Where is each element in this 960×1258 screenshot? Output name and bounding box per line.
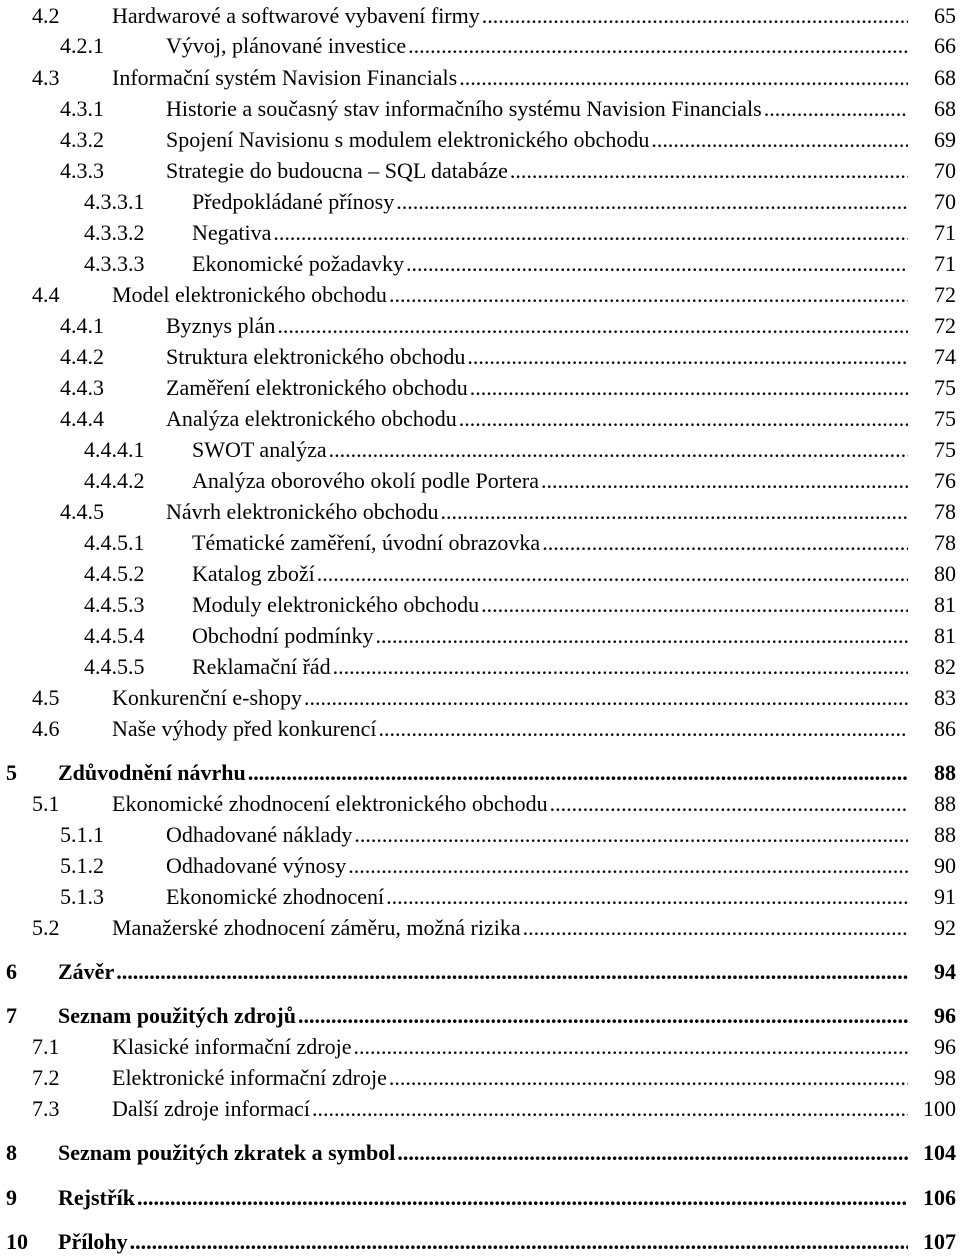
toc-entry[interactable] xyxy=(0,527,960,558)
dot-leader xyxy=(481,589,908,620)
toc-entry-title-with-leader xyxy=(166,403,908,434)
toc-entry-page-number: 90 xyxy=(934,853,956,878)
toc-entry-number: 4.4.5.4 xyxy=(84,623,145,648)
toc-entry-number: 5.1.1 xyxy=(60,822,104,847)
toc-entry[interactable] xyxy=(0,558,960,589)
toc-entry-title: Ekonomické požadavky xyxy=(192,251,404,276)
toc-entry-number: 7.2 xyxy=(32,1065,60,1090)
toc-entry-title-with-leader xyxy=(192,248,908,279)
dot-leader xyxy=(277,310,908,341)
toc-entry-page-number: 71 xyxy=(934,220,956,245)
toc-entry-title: Analýza elektronického obchodu xyxy=(166,406,457,431)
dot-leader xyxy=(470,372,908,403)
toc-entry[interactable] xyxy=(0,124,960,155)
dot-leader xyxy=(764,93,908,124)
toc-entry-number: 10 xyxy=(6,1229,28,1254)
toc-entry-title-with-leader xyxy=(166,124,908,155)
dot-leader xyxy=(459,62,908,93)
toc-entry-title: Hardwarové a softwarové vybavení firmy xyxy=(112,3,480,28)
toc-entry-title: Naše výhody před konkurencí xyxy=(112,716,377,741)
toc-entry-title-with-leader xyxy=(192,651,908,682)
toc-entry-page-number: 88 xyxy=(934,822,956,847)
toc-entry-title-with-leader xyxy=(166,372,908,403)
toc-entry-page-number: 86 xyxy=(934,716,956,741)
toc-entry-title-with-leader xyxy=(192,620,908,651)
toc-entry[interactable] xyxy=(0,912,960,943)
toc-entry[interactable] xyxy=(0,155,960,186)
toc-entry-page-number: 80 xyxy=(934,561,956,586)
toc-entry-title: Negativa xyxy=(192,220,272,245)
dot-leader xyxy=(482,0,908,31)
toc-entry-title-with-leader xyxy=(112,713,908,744)
dot-leader xyxy=(353,1031,908,1062)
dot-leader xyxy=(396,186,908,217)
toc-entry-title: Spojení Navisionu s modulem elektronického obchodu xyxy=(166,127,650,152)
toc-entry-number: 4.3.3.3 xyxy=(84,251,145,276)
toc-entry[interactable] xyxy=(0,217,960,248)
toc-entry[interactable] xyxy=(0,682,960,713)
toc-entry-title: SWOT analýza xyxy=(192,437,327,462)
toc-entry-title-with-leader xyxy=(192,527,908,558)
toc-entry-page-number: 72 xyxy=(934,313,956,338)
toc-entry[interactable] xyxy=(0,93,960,124)
dot-leader xyxy=(312,1093,908,1124)
toc-entry[interactable] xyxy=(0,1137,960,1168)
toc-entry-number: 9 xyxy=(6,1185,17,1210)
toc-entry-title-with-leader xyxy=(192,434,908,465)
toc-entry-page-number: 72 xyxy=(934,282,956,307)
dot-leader xyxy=(273,217,908,248)
toc-entry-title: Ekonomické zhodnocení xyxy=(166,884,385,909)
toc-entry-title: Seznam použitých zkratek a symbol xyxy=(58,1140,396,1165)
dot-leader xyxy=(542,527,908,558)
toc-entry-number: 8 xyxy=(6,1140,17,1165)
toc-entry-title-with-leader xyxy=(58,1226,908,1257)
toc-entry-title-with-leader xyxy=(112,788,908,819)
toc-entry-title-with-leader xyxy=(166,881,908,912)
toc-entry[interactable] xyxy=(0,341,960,372)
toc-entry-title: Další zdroje informací xyxy=(112,1096,310,1121)
toc-entry-page-number: 70 xyxy=(934,189,956,214)
toc-entry[interactable] xyxy=(0,1062,960,1093)
toc-entry-title: Odhadované výnosy xyxy=(166,853,347,878)
toc-entry-number: 5.1.2 xyxy=(60,853,104,878)
dot-leader xyxy=(329,434,908,465)
dot-leader xyxy=(137,1182,908,1213)
dot-leader xyxy=(386,881,908,912)
toc-entry-title: Rejstřík xyxy=(58,1185,135,1210)
toc-entry-page-number: 94 xyxy=(934,959,956,984)
toc-entry-title: Moduly elektronického obchodu xyxy=(192,592,480,617)
toc-entry-page-number: 96 xyxy=(934,1034,956,1059)
toc-entry[interactable] xyxy=(0,1031,960,1062)
toc-entry-page-number: 100 xyxy=(923,1096,956,1121)
toc-entry-title: Odhadované náklady xyxy=(166,822,353,847)
toc-entry-title: Ekonomické zhodnocení elektronického obchodu xyxy=(112,791,548,816)
dot-leader xyxy=(467,341,908,372)
toc-entry-title-with-leader xyxy=(166,30,908,61)
dot-leader xyxy=(304,682,908,713)
dot-leader xyxy=(130,1226,908,1257)
toc-entry[interactable] xyxy=(0,589,960,620)
toc-entry-title-with-leader xyxy=(166,819,908,850)
toc-entry[interactable] xyxy=(0,757,960,788)
toc-entry-page-number: 69 xyxy=(934,127,956,152)
toc-entry-page-number: 107 xyxy=(923,1229,956,1254)
toc-entry-title-with-leader xyxy=(192,558,908,589)
toc-entry-title-with-leader xyxy=(192,186,908,217)
toc-entry-page-number: 96 xyxy=(934,1003,956,1028)
toc-entry-page-number: 75 xyxy=(934,437,956,462)
toc-entry-number: 4.4.5.1 xyxy=(84,530,145,555)
toc-entry-title: Konkurenční e-shopy xyxy=(112,685,303,710)
toc-entry-number: 4.4.5 xyxy=(60,499,104,524)
toc-entry[interactable] xyxy=(0,788,960,819)
toc-entry-page-number: 65 xyxy=(934,3,956,28)
dot-leader xyxy=(389,1062,908,1093)
toc-entry-title-with-leader xyxy=(166,93,908,124)
toc-entry[interactable] xyxy=(0,1182,960,1213)
toc-entry-number: 7.3 xyxy=(32,1096,60,1121)
dot-leader xyxy=(389,279,908,310)
toc-entry-title: Tématické zaměření, úvodní obrazovka xyxy=(192,530,541,555)
dot-leader xyxy=(116,956,908,987)
toc-entry-page-number: 71 xyxy=(934,251,956,276)
toc-entry-title: Závěr xyxy=(58,959,115,984)
toc-entry[interactable] xyxy=(0,651,960,682)
toc-entry-page-number: 92 xyxy=(934,915,956,940)
toc-entry-page-number: 78 xyxy=(934,530,956,555)
toc-entry-number: 4.3.2 xyxy=(60,127,104,152)
toc-entry-number: 4.4.4.2 xyxy=(84,468,145,493)
dot-leader xyxy=(408,30,908,61)
toc-entry-number: 7.1 xyxy=(32,1034,60,1059)
toc-entry-title-with-leader xyxy=(112,912,908,943)
toc-entry-number: 4.4 xyxy=(32,282,60,307)
toc-entry-title-with-leader xyxy=(192,465,908,496)
toc-entry-title: Historie a současný stav informačního systému Navision Financials xyxy=(166,96,762,121)
toc-entry-title-with-leader xyxy=(166,850,908,881)
toc-entry-title: Předpokládané přínosy xyxy=(192,189,395,214)
toc-entry-page-number: 88 xyxy=(934,791,956,816)
toc-entry[interactable] xyxy=(0,30,960,61)
toc-entry-title: Struktura elektronického obchodu xyxy=(166,344,466,369)
toc-entry-title: Katalog zboží xyxy=(192,561,315,586)
toc-entry-number: 4.4.3 xyxy=(60,375,104,400)
toc-entry-number: 4.4.5.2 xyxy=(84,561,145,586)
toc-entry-page-number: 74 xyxy=(934,344,956,369)
toc-entry-number: 4.2 xyxy=(32,3,60,28)
dot-leader xyxy=(317,558,908,589)
dot-leader xyxy=(523,912,908,943)
toc-entry-number: 4.3.1 xyxy=(60,96,104,121)
toc-entry-title-with-leader xyxy=(192,589,908,620)
toc-entry-number: 4.4.2 xyxy=(60,344,104,369)
toc-entry-number: 4.5 xyxy=(32,685,60,710)
toc-entry-page-number: 68 xyxy=(934,96,956,121)
toc-entry-title-with-leader xyxy=(58,757,908,788)
dot-leader xyxy=(510,155,908,186)
toc-entry-title: Zaměření elektronického obchodu xyxy=(166,375,468,400)
toc-entry-title: Elektronické informační zdroje xyxy=(112,1065,387,1090)
toc-entry-title: Zdůvodnění návrhu xyxy=(58,760,246,785)
toc-entry-title: Analýza oborového okolí podle Portera xyxy=(192,468,540,493)
toc-entry-title-with-leader xyxy=(58,1000,908,1031)
toc-entry-number: 4.6 xyxy=(32,716,60,741)
toc-entry[interactable] xyxy=(0,186,960,217)
toc-entry-title-with-leader xyxy=(166,155,908,186)
toc-entry[interactable] xyxy=(0,850,960,881)
toc-entry-title: Přílohy xyxy=(58,1229,128,1254)
toc-entry-page-number: 76 xyxy=(934,468,956,493)
toc-entry-number: 4.3 xyxy=(32,65,60,90)
toc-entry[interactable] xyxy=(0,372,960,403)
dot-leader xyxy=(541,465,908,496)
toc-entry[interactable] xyxy=(0,279,960,310)
toc-entry-page-number: 70 xyxy=(934,158,956,183)
toc-entry-number: 4.4.4 xyxy=(60,406,104,431)
toc-entry-title-with-leader xyxy=(112,1031,908,1062)
toc-entry[interactable] xyxy=(0,62,960,93)
toc-entry-number: 4.3.3 xyxy=(60,158,104,183)
toc-entry-number: 4.4.5.5 xyxy=(84,654,145,679)
toc-entry-title: Seznam použitých zdrojů xyxy=(58,1003,296,1028)
toc-entry-title-with-leader xyxy=(192,217,908,248)
toc-entry-page-number: 66 xyxy=(934,33,956,58)
toc-entry[interactable] xyxy=(0,1000,960,1031)
dot-leader xyxy=(354,819,908,850)
toc-entry-title: Strategie do budoucna – SQL databáze xyxy=(166,158,508,183)
toc-entry[interactable] xyxy=(0,248,960,279)
toc-entry-number: 6 xyxy=(6,959,17,984)
toc-entry-page-number: 83 xyxy=(934,685,956,710)
toc-entry-number: 4.2.1 xyxy=(60,33,104,58)
toc-entry-page-number: 91 xyxy=(934,884,956,909)
dot-leader xyxy=(397,1137,908,1168)
toc-entry-title: Návrh elektronického obchodu xyxy=(166,499,439,524)
toc-entry[interactable] xyxy=(0,496,960,527)
toc-entry-page-number: 78 xyxy=(934,499,956,524)
toc-entry-title: Informační systém Navision Financials xyxy=(112,65,458,90)
toc-entry[interactable] xyxy=(0,434,960,465)
toc-entry[interactable] xyxy=(0,956,960,987)
toc-entry-number: 5.1.3 xyxy=(60,884,104,909)
toc-entry-title: Klasické informační zdroje xyxy=(112,1034,352,1059)
toc-entry-number: 5.1 xyxy=(32,791,60,816)
toc-entry[interactable] xyxy=(0,881,960,912)
toc-entry-number: 4.4.4.1 xyxy=(84,437,145,462)
toc-entry-title: Manažerské zhodnocení záměru, možná rizika xyxy=(112,915,521,940)
toc-entry-title-with-leader xyxy=(112,1093,908,1124)
toc-entry[interactable] xyxy=(0,1093,960,1124)
dot-leader xyxy=(348,850,908,881)
toc-entry-page-number: 88 xyxy=(934,760,956,785)
toc-entry-page-number: 81 xyxy=(934,623,956,648)
toc-entry-title-with-leader xyxy=(112,279,908,310)
toc-entry-title-with-leader xyxy=(112,682,908,713)
toc-entry-number: 4.3.3.2 xyxy=(84,220,145,245)
toc-entry[interactable] xyxy=(0,819,960,850)
dot-leader xyxy=(298,1000,908,1031)
toc-entry-title-with-leader xyxy=(58,1182,908,1213)
toc-entry-page-number: 75 xyxy=(934,375,956,400)
toc-entry-page-number: 68 xyxy=(934,65,956,90)
dot-leader xyxy=(248,757,908,788)
toc-entry-title-with-leader xyxy=(166,496,908,527)
toc-entry[interactable] xyxy=(0,713,960,744)
toc-entry-title: Vývoj, plánované investice xyxy=(166,33,407,58)
toc-entry-number: 4.4.1 xyxy=(60,313,104,338)
dot-leader xyxy=(459,403,908,434)
toc-entry-page-number: 98 xyxy=(934,1065,956,1090)
dot-leader xyxy=(406,248,908,279)
dot-leader xyxy=(651,124,908,155)
toc-entry[interactable] xyxy=(0,620,960,651)
dot-leader xyxy=(550,788,908,819)
toc-entry[interactable] xyxy=(0,465,960,496)
dot-leader xyxy=(333,651,908,682)
toc-entry-page-number: 104 xyxy=(923,1140,956,1165)
toc-entry-page-number: 106 xyxy=(923,1185,956,1210)
dot-leader xyxy=(376,620,909,651)
toc-entry-title: Obchodní podmínky xyxy=(192,623,374,648)
toc-entry[interactable] xyxy=(0,403,960,434)
toc-entry-page-number: 82 xyxy=(934,654,956,679)
toc-entry-title-with-leader xyxy=(112,62,908,93)
toc-entry[interactable] xyxy=(0,1226,960,1257)
toc-entry-title: Model elektronického obchodu xyxy=(112,282,387,307)
toc-entry-title-with-leader xyxy=(58,1137,908,1168)
toc-entry-number: 5.2 xyxy=(32,915,60,940)
toc-entry-title-with-leader xyxy=(166,341,908,372)
toc-entry-page-number: 75 xyxy=(934,406,956,431)
dot-leader xyxy=(440,496,908,527)
toc-entry-title: Reklamační řád xyxy=(192,654,331,679)
toc-entry-page-number: 81 xyxy=(934,592,956,617)
dot-leader xyxy=(379,713,908,744)
toc-entry-number: 7 xyxy=(6,1003,17,1028)
toc-entry-title-with-leader xyxy=(112,0,908,31)
toc-entry-title-with-leader xyxy=(112,1062,908,1093)
toc-entry-number: 5 xyxy=(6,760,17,785)
toc-entry[interactable] xyxy=(0,0,960,31)
toc-entry[interactable] xyxy=(0,310,960,341)
toc-entry-title-with-leader xyxy=(58,956,908,987)
toc-entry-title: Byznys plán xyxy=(166,313,276,338)
toc-entry-number: 4.3.3.1 xyxy=(84,189,145,214)
toc-entry-number: 4.4.5.3 xyxy=(84,592,145,617)
toc-entry-title-with-leader xyxy=(166,310,908,341)
